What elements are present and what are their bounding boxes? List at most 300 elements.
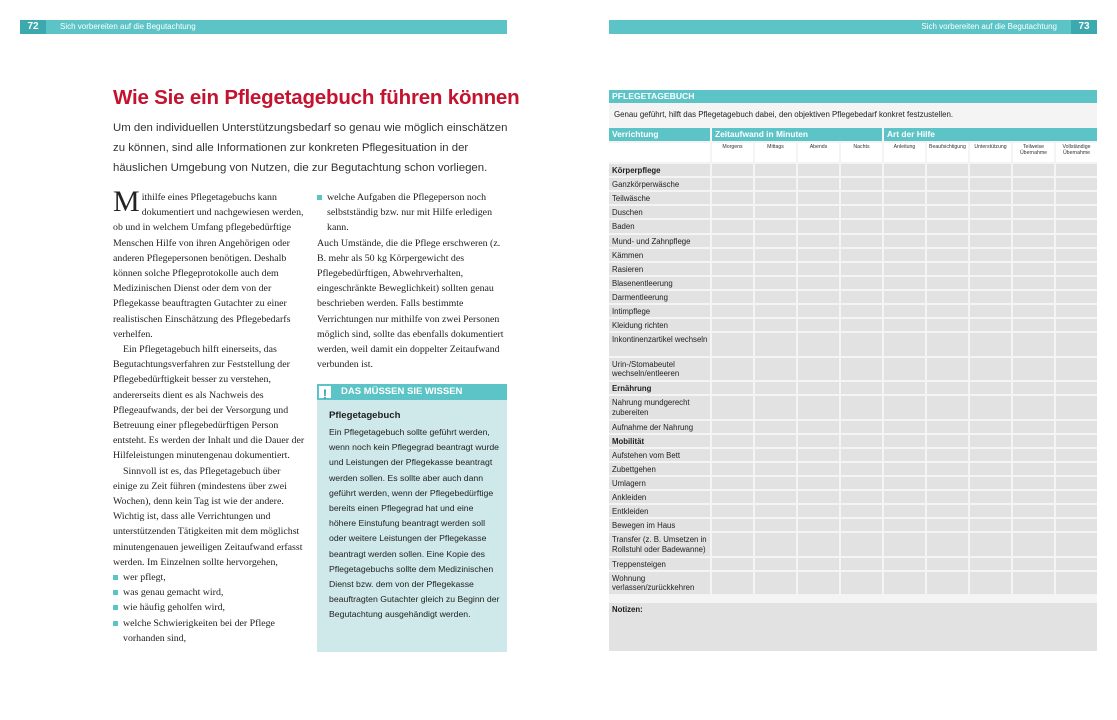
table-cell[interactable] [884, 192, 925, 204]
table-cell[interactable] [841, 249, 882, 261]
table-cell[interactable] [798, 178, 839, 190]
table-cell[interactable] [884, 463, 925, 475]
list-item: wie häufig geholfen wird, [113, 600, 307, 615]
table-cell[interactable] [712, 435, 753, 447]
table-cell[interactable] [798, 235, 839, 247]
table-cell[interactable] [798, 382, 839, 394]
column-header: Mittags [755, 143, 796, 162]
row-label: Rasieren [609, 263, 710, 275]
table-cell[interactable] [927, 192, 968, 204]
table-cell[interactable] [798, 305, 839, 317]
table-cell[interactable] [1056, 249, 1097, 261]
drop-cap: M [113, 185, 140, 218]
table-cell[interactable] [712, 333, 753, 356]
table-cell[interactable] [755, 220, 796, 232]
table-cell[interactable] [712, 519, 753, 531]
table-cell[interactable] [927, 206, 968, 218]
table-cell[interactable] [755, 319, 796, 331]
table-cell[interactable] [755, 435, 796, 447]
table-cell[interactable] [1056, 449, 1097, 461]
table-cell[interactable] [927, 291, 968, 303]
table-cell[interactable] [927, 519, 968, 531]
table-cell[interactable] [927, 164, 968, 176]
table-cell[interactable] [927, 263, 968, 275]
row-label: Ganzkörperwäsche [609, 178, 710, 190]
left-page-header-bar [20, 20, 507, 34]
bullet-list [113, 570, 307, 646]
table-cell[interactable] [1013, 192, 1054, 204]
table-cell[interactable] [798, 505, 839, 517]
left-page-number: 72 [20, 20, 46, 34]
table-cell[interactable] [755, 477, 796, 489]
table-cell[interactable] [927, 178, 968, 190]
table-cell[interactable] [841, 206, 882, 218]
row-label: Entkleiden [609, 505, 710, 517]
table-cell[interactable] [755, 491, 796, 503]
table-cell[interactable] [798, 519, 839, 531]
table-cell[interactable] [755, 519, 796, 531]
table-cell[interactable] [970, 463, 1011, 475]
table-cell[interactable] [712, 477, 753, 489]
table-cell[interactable] [755, 277, 796, 289]
table-cell[interactable] [1013, 421, 1054, 433]
table-cell[interactable] [755, 249, 796, 261]
column-header: Abends [798, 143, 839, 162]
table-cell[interactable] [927, 235, 968, 247]
table-cell[interactable] [927, 220, 968, 232]
table-cell[interactable] [1056, 206, 1097, 218]
table-cell[interactable] [1013, 505, 1054, 517]
table-cell[interactable] [755, 449, 796, 461]
body-column-1 [113, 185, 307, 646]
table-cell[interactable] [1013, 382, 1054, 394]
table-cell[interactable] [841, 463, 882, 475]
table-cell[interactable] [798, 572, 839, 595]
table-cell[interactable] [798, 206, 839, 218]
row-label: Inkontinenzartikel wechseln [609, 333, 710, 356]
info-box [317, 384, 507, 652]
table-cell[interactable] [970, 572, 1011, 595]
row-label: Mund- und Zahnpflege [609, 235, 710, 247]
table-cell[interactable] [712, 235, 753, 247]
table-cell[interactable] [884, 435, 925, 447]
table-cell[interactable] [1056, 382, 1097, 394]
table-cell[interactable] [1013, 333, 1054, 356]
table-cell[interactable] [1013, 463, 1054, 475]
table-cell[interactable] [1013, 206, 1054, 218]
table-cell[interactable] [755, 263, 796, 275]
table-cell[interactable] [755, 333, 796, 356]
table-cell[interactable] [884, 505, 925, 517]
table-cell[interactable] [755, 533, 796, 556]
table-cell[interactable] [1056, 519, 1097, 531]
table-cell[interactable] [841, 558, 882, 570]
table-cell[interactable] [1056, 505, 1097, 517]
table-cell[interactable] [884, 396, 925, 419]
table-cell[interactable] [841, 277, 882, 289]
table-cell[interactable] [1056, 358, 1097, 381]
bullet-list-continued [317, 190, 507, 236]
table-cell[interactable] [712, 463, 753, 475]
table-cell[interactable] [755, 358, 796, 381]
table-cell[interactable] [1013, 358, 1054, 381]
table-cell[interactable] [755, 382, 796, 394]
intro-text: Um den individuellen Unterstützungsbedarf so genau wie möglich einschätzen zu können, sind alle Informationen zur konkreten Pflegesituation in der häuslichen Umgebung von Nutzen, die zur Begutachtung schon vorliegen. [113, 122, 508, 174]
table-cell[interactable] [798, 396, 839, 419]
info-box-header [317, 384, 507, 400]
table-cell[interactable] [927, 333, 968, 356]
table-cell[interactable] [927, 572, 968, 595]
table-cell[interactable] [884, 449, 925, 461]
table-cell[interactable] [1056, 333, 1097, 356]
table-cell[interactable] [712, 277, 753, 289]
table-cell[interactable] [841, 533, 882, 556]
table-cell[interactable] [712, 572, 753, 595]
table-cell[interactable] [970, 533, 1011, 556]
table-cell[interactable] [884, 164, 925, 176]
table-cell[interactable] [884, 178, 925, 190]
column-header: Anleitung [884, 143, 925, 162]
table-cell[interactable] [1013, 178, 1054, 190]
table-cell[interactable] [712, 206, 753, 218]
info-box-title: DAS MÜSSEN SIE WISSEN [341, 386, 463, 397]
table-cell[interactable] [884, 421, 925, 433]
table-cell[interactable] [927, 533, 968, 556]
paragraph-3: Sinnvoll ist es, das Pflegetagebuch über einige zu Zeit führen (mindestens über zwei Wochen), denn kein Tag ist wie der andere. Wichtig ist, dass alle Verrichtungen und unterstützenden Tätigkeiten mit dem möglichst minutengenauen jeweiligen Zeitaufwand erfasst werden. Im Einzelnen sollte hervorgehen, [113, 465, 303, 568]
table-cell[interactable] [712, 449, 753, 461]
table-cell[interactable] [798, 291, 839, 303]
table-cell[interactable] [1013, 396, 1054, 419]
table-cell[interactable] [927, 421, 968, 433]
table-cell[interactable] [1013, 519, 1054, 531]
table-cell[interactable] [1013, 435, 1054, 447]
table-cell[interactable] [1056, 396, 1097, 419]
table-cell[interactable] [927, 249, 968, 261]
table-cell[interactable] [970, 178, 1011, 190]
table-cell[interactable] [755, 305, 796, 317]
table-cell[interactable] [841, 235, 882, 247]
table-cell[interactable] [712, 358, 753, 381]
table-cell[interactable] [1056, 192, 1097, 204]
row-label: Wohnung verlassen/zurückkehren [609, 572, 710, 595]
table-cell[interactable] [1056, 533, 1097, 556]
table-cell[interactable] [884, 220, 925, 232]
table-cell[interactable] [970, 319, 1011, 331]
pflegetagebuch-table [609, 90, 1097, 651]
paragraph-2: Ein Pflegetagebuch hilft einerseits, das Begutachtungsverfahren zur Feststellung der Pflegebedürftigkeit besser zu verstehen, andererseits dient es als Nachweis des Pflegeaufwands, der bei der Versorgung und Betreuung einer pflegebedürftigen Person entsteht. Es werden der Inhalt und die Dauer der Hilfeleistungen minutengenau dokumentiert. [113, 344, 305, 462]
table-cell[interactable] [970, 164, 1011, 176]
table-cell[interactable] [755, 505, 796, 517]
table-cell[interactable] [884, 235, 925, 247]
table-cell[interactable] [712, 305, 753, 317]
row-label: Transfer (z. B. Umsetzen in Rollstuhl oder Badewanne) [609, 533, 710, 556]
table-cell[interactable] [927, 396, 968, 419]
table-cell[interactable] [884, 491, 925, 503]
table-cell[interactable] [841, 505, 882, 517]
table-cell[interactable] [884, 382, 925, 394]
table-cell[interactable] [1056, 277, 1097, 289]
table-cell[interactable] [712, 220, 753, 232]
table-cell[interactable] [798, 463, 839, 475]
table-cell[interactable] [712, 164, 753, 176]
table-cell[interactable] [1013, 572, 1054, 595]
table-cell[interactable] [970, 291, 1011, 303]
table-cell[interactable] [884, 477, 925, 489]
table-cell[interactable] [927, 358, 968, 381]
table-cell[interactable] [970, 491, 1011, 503]
table-cell[interactable] [970, 235, 1011, 247]
exclamation-icon: ! [317, 384, 333, 400]
table-cell[interactable] [798, 263, 839, 275]
table-cell[interactable] [884, 333, 925, 356]
table-cell[interactable] [1056, 235, 1097, 247]
table-cell[interactable] [841, 382, 882, 394]
column-header: Teilweise Übernahme [1013, 143, 1054, 162]
table-cell[interactable] [884, 305, 925, 317]
table-cell[interactable] [927, 435, 968, 447]
table-cell[interactable] [841, 491, 882, 503]
table-cell[interactable] [927, 277, 968, 289]
table-cell[interactable] [1013, 305, 1054, 317]
table-cell[interactable] [712, 319, 753, 331]
table-cell[interactable] [1056, 164, 1097, 176]
table-cell[interactable] [1056, 421, 1097, 433]
row-label: Duschen [609, 206, 710, 218]
list-item: welche Aufgaben die Pflegeperson noch selbstständig bzw. nur mit Hilfe erledigen kann. [317, 190, 507, 236]
table-cell[interactable] [755, 463, 796, 475]
table-cell[interactable] [1013, 491, 1054, 503]
table-cell[interactable] [1056, 178, 1097, 190]
table-cell[interactable] [841, 477, 882, 489]
table-cell[interactable] [798, 333, 839, 356]
table-cell[interactable] [927, 449, 968, 461]
table-cell[interactable] [927, 558, 968, 570]
table-cell[interactable] [1056, 319, 1097, 331]
paragraph-1: ithilfe eines Pflegetagebuchs kann dokumentiert und nachgewiesen werden, ob und in welchem Umfang pflegebedürftige Menschen Hilfe von ihren Angehörigen oder anderen Pflegepersonen benötigen. Deshalb können solche Pflegeprotokolle auch dem Medizinischen Dienst oder dem von der Pflegekasse beauftragten Gutachter zu einer realistischen Einschätzung des Pflegebedarfs verhelfen. [113, 192, 304, 340]
table-cell[interactable] [798, 491, 839, 503]
table-cell[interactable] [798, 164, 839, 176]
notes-area [609, 603, 1097, 651]
table-cell[interactable] [1013, 291, 1054, 303]
row-label: Zubettgehen [609, 463, 710, 475]
table-cell[interactable] [970, 192, 1011, 204]
table-cell[interactable] [970, 449, 1011, 461]
table-cell[interactable] [1013, 477, 1054, 489]
table-cell[interactable] [755, 235, 796, 247]
table-cell[interactable] [712, 505, 753, 517]
table-cell[interactable] [841, 305, 882, 317]
table-cell[interactable] [884, 263, 925, 275]
table-cell[interactable] [1056, 491, 1097, 503]
table-cell[interactable] [927, 491, 968, 503]
table-cell[interactable] [970, 305, 1011, 317]
column-header: Vollständige Übernahme [1056, 143, 1097, 162]
table-cell[interactable] [970, 558, 1011, 570]
info-box-subtitle: Pflegetagebuch [329, 410, 401, 421]
table-cell[interactable] [798, 319, 839, 331]
table-cell[interactable] [970, 263, 1011, 275]
table-cell[interactable] [927, 505, 968, 517]
table-cell[interactable] [798, 249, 839, 261]
table-cell[interactable] [1056, 435, 1097, 447]
table-cell[interactable] [841, 396, 882, 419]
table-cell[interactable] [970, 382, 1011, 394]
table-cell[interactable] [712, 491, 753, 503]
row-label: Teilwäsche [609, 192, 710, 204]
table-cell[interactable] [841, 164, 882, 176]
table-cell[interactable] [755, 558, 796, 570]
table-cell[interactable] [1056, 291, 1097, 303]
table-cell[interactable] [884, 249, 925, 261]
table-cell[interactable] [841, 333, 882, 356]
table-cell[interactable] [712, 421, 753, 433]
table-cell[interactable] [884, 519, 925, 531]
table-cell[interactable] [798, 192, 839, 204]
column-group-zeitaufwand: Zeitaufwand in Minuten [712, 128, 882, 141]
table-cell[interactable] [970, 519, 1011, 531]
table-description: Genau geführt, hilft das Pflegetagebuch dabei, den objektiven Pflegebedarf konkret festzustellen. [614, 110, 954, 119]
table-cell[interactable] [712, 178, 753, 190]
table-cell[interactable] [712, 192, 753, 204]
table-cell[interactable] [884, 358, 925, 381]
right-running-head: Sich vorbereiten auf die Begutachtung [921, 22, 1057, 31]
table-cell[interactable] [798, 421, 839, 433]
column-header: Unterstützung [970, 143, 1011, 162]
table-cell[interactable] [841, 572, 882, 595]
right-page-number: 73 [1071, 20, 1097, 34]
row-label: Mobilität [609, 435, 710, 447]
table-cell[interactable] [798, 277, 839, 289]
table-cell[interactable] [755, 178, 796, 190]
row-label: Körperpflege [609, 164, 710, 176]
table-cell[interactable] [712, 396, 753, 419]
table-cell[interactable] [755, 206, 796, 218]
table-cell[interactable] [712, 382, 753, 394]
table-cell[interactable] [884, 206, 925, 218]
table-cell[interactable] [970, 396, 1011, 419]
table-cell[interactable] [755, 164, 796, 176]
table-cell[interactable] [970, 358, 1011, 381]
row-label: Treppensteigen [609, 558, 710, 570]
table-cell[interactable] [1056, 572, 1097, 595]
table-cell[interactable] [841, 263, 882, 275]
table-cell[interactable] [884, 319, 925, 331]
table-cell[interactable] [1056, 477, 1097, 489]
table-cell[interactable] [841, 358, 882, 381]
table-cell[interactable] [841, 319, 882, 331]
row-label: Aufnahme der Nahrung [609, 421, 710, 433]
table-cell[interactable] [970, 220, 1011, 232]
table-cell[interactable] [884, 533, 925, 556]
table-cell[interactable] [970, 435, 1011, 447]
table-cell[interactable] [755, 421, 796, 433]
table-cell[interactable] [970, 333, 1011, 356]
table-cell[interactable] [712, 263, 753, 275]
table-cell[interactable] [1013, 235, 1054, 247]
row-label: Ankleiden [609, 491, 710, 503]
table-cell[interactable] [841, 178, 882, 190]
table-cell[interactable] [884, 277, 925, 289]
table-cell[interactable] [1013, 220, 1054, 232]
info-box-text: Ein Pflegetagebuch sollte geführt werden, wenn noch kein Pflegegrad beantragt wurde und Leistungen der Pflegekasse beantragt werden sollen. Es sollte aber auch dann geführt werden, wenn der Pflegebedürftige bereits einen Pflegegrad hat und eine höhere Einstufung beantragt werden soll oder weitere Leistungen der Pflegekasse beantragt werden sollen. Eine Kopie des Pflegetagebuchs sollte dem Medizinischen Dienst bzw. dem von der Pflegekasse beauftragten Gutachter gleich zu Beginn der Begutachtung ausgehändigt werden. [329, 427, 500, 620]
table-cell[interactable] [1013, 249, 1054, 261]
column-header: Nachts [841, 143, 882, 162]
table-cell[interactable] [1056, 463, 1097, 475]
table-cell[interactable] [1013, 164, 1054, 176]
table-cell[interactable] [712, 249, 753, 261]
table-cell[interactable] [927, 463, 968, 475]
table-cell[interactable] [712, 533, 753, 556]
table-cell[interactable] [927, 319, 968, 331]
column-group-verrichtung: Verrichtung [609, 128, 710, 141]
list-item: was genau gemacht wird, [113, 585, 307, 600]
table-cell[interactable] [927, 382, 968, 394]
table-cell[interactable] [798, 220, 839, 232]
table-cell[interactable] [884, 572, 925, 595]
table-cell[interactable] [1056, 305, 1097, 317]
table-cell[interactable] [1056, 558, 1097, 570]
table-cell[interactable] [927, 305, 968, 317]
list-item: wer pflegt, [113, 570, 307, 585]
table-cell[interactable] [712, 291, 753, 303]
table-cell[interactable] [884, 558, 925, 570]
table-cell[interactable] [798, 449, 839, 461]
table-cell[interactable] [970, 277, 1011, 289]
table-cell[interactable] [884, 291, 925, 303]
table-cell[interactable] [927, 477, 968, 489]
left-running-head: Sich vorbereiten auf die Begutachtung [60, 22, 196, 31]
row-label: Bewegen im Haus [609, 519, 710, 531]
table-cell[interactable] [755, 192, 796, 204]
table-cell[interactable] [841, 220, 882, 232]
table-cell[interactable] [755, 396, 796, 419]
table-cell[interactable] [970, 477, 1011, 489]
table-cell[interactable] [841, 435, 882, 447]
table-cell[interactable] [970, 421, 1011, 433]
table-cell[interactable] [755, 572, 796, 595]
body-column-2 [317, 190, 507, 372]
table-cell[interactable] [798, 358, 839, 381]
table-cell[interactable] [970, 249, 1011, 261]
table-cell[interactable] [1056, 220, 1097, 232]
table-cell[interactable] [841, 421, 882, 433]
table-cell[interactable] [841, 291, 882, 303]
table-cell[interactable] [841, 519, 882, 531]
table-cell[interactable] [798, 477, 839, 489]
table-title: PFLEGETAGEBUCH [609, 90, 1097, 103]
table-cell[interactable] [1013, 319, 1054, 331]
table-cell[interactable] [1013, 449, 1054, 461]
row-label: Umlagern [609, 477, 710, 489]
table-cell[interactable] [712, 558, 753, 570]
table-cell[interactable] [841, 192, 882, 204]
right-page-header-bar [609, 20, 1097, 34]
table-cell[interactable] [1013, 533, 1054, 556]
table-cell[interactable] [798, 533, 839, 556]
table-cell[interactable] [798, 435, 839, 447]
table-cell[interactable] [1013, 263, 1054, 275]
table-cell[interactable] [755, 291, 796, 303]
table-cell[interactable] [1013, 558, 1054, 570]
table-cell[interactable] [1056, 263, 1097, 275]
column-header: Morgens [712, 143, 753, 162]
row-label: Urin-/Stomabeutel wechseln/entleeren [609, 358, 710, 381]
table-cell[interactable] [841, 449, 882, 461]
table-cell[interactable] [970, 206, 1011, 218]
table-cell[interactable] [798, 558, 839, 570]
table-cell[interactable] [1013, 277, 1054, 289]
table-cell[interactable] [970, 505, 1011, 517]
